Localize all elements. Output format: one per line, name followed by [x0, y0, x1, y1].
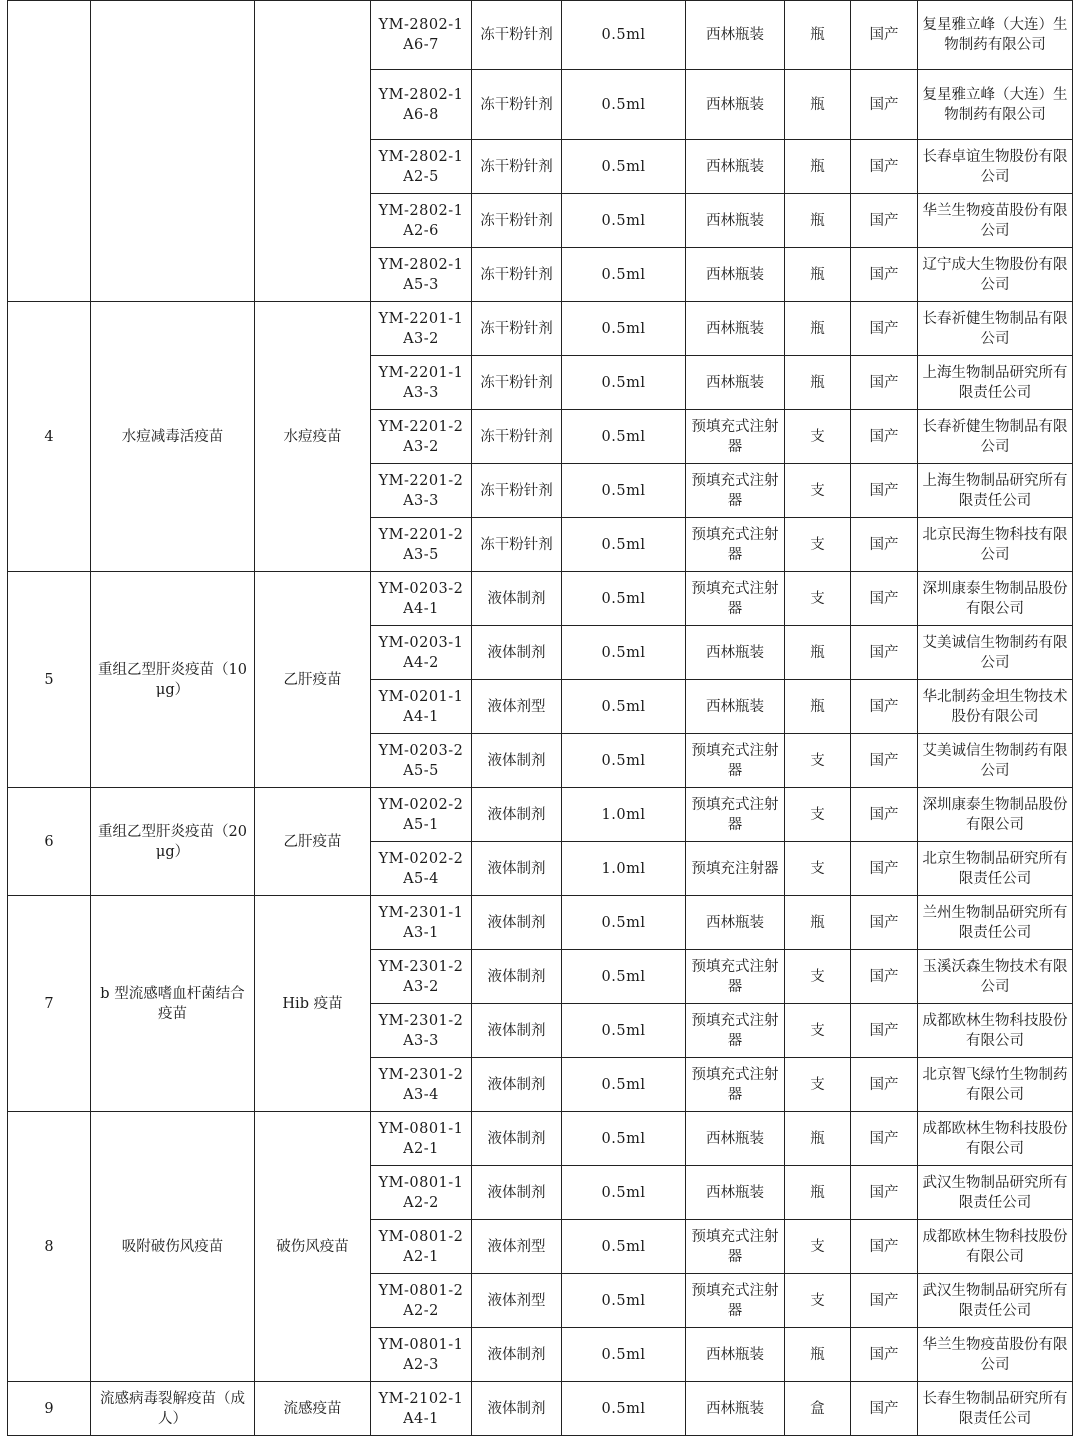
specification-cell: 0.5ml: [562, 1220, 686, 1274]
origin-cell: 国产: [851, 1220, 918, 1274]
manufacturer-cell: 长春卓谊生物股份有限公司: [918, 140, 1073, 194]
unit-cell: 瓶: [785, 1112, 851, 1166]
specification-cell: 0.5ml: [562, 734, 686, 788]
product-code-cell: YM-0801-2A2-2: [371, 1274, 472, 1328]
manufacturer-cell: 艾美诚信生物制药有限公司: [918, 734, 1073, 788]
packaging-cell: 西林瓶装: [686, 680, 785, 734]
origin-cell: 国产: [851, 464, 918, 518]
packaging-cell: 西林瓶装: [686, 140, 785, 194]
packaging-cell: 西林瓶装: [686, 626, 785, 680]
unit-cell: 瓶: [785, 356, 851, 410]
product-code-cell: YM-2301-2A3-3: [371, 1004, 472, 1058]
product-code-cell: YM-0201-1A4-1: [371, 680, 472, 734]
dosage-form-cell: 冻干粉针剂: [472, 70, 562, 140]
origin-cell: 国产: [851, 356, 918, 410]
origin-cell: 国产: [851, 788, 918, 842]
manufacturer-cell: 华兰生物疫苗股份有限公司: [918, 1328, 1073, 1382]
unit-cell: 瓶: [785, 680, 851, 734]
table-row: [8, 1112, 1073, 1166]
origin-cell: 国产: [851, 410, 918, 464]
product-code-cell: YM-0203-2A4-1: [371, 572, 472, 626]
packaging-cell: 预填充式注射器: [686, 1274, 785, 1328]
specification-cell: 0.5ml: [562, 248, 686, 302]
manufacturer-cell: 武汉生物制品研究所有限责任公司: [918, 1274, 1073, 1328]
unit-cell: 支: [785, 572, 851, 626]
unit-cell: 支: [785, 518, 851, 572]
manufacturer-cell: 复星雅立峰（大连）生物制药有限公司: [918, 70, 1073, 140]
dosage-form-cell: 冻干粉针剂: [472, 194, 562, 248]
specification-cell: 0.5ml: [562, 680, 686, 734]
dosage-form-cell: 冻干粉针剂: [472, 464, 562, 518]
vaccine-name-cell: b 型流感嗜血杆菌结合疫苗: [91, 896, 255, 1112]
product-code-cell: YM-2201-2A3-5: [371, 518, 472, 572]
specification-cell: 0.5ml: [562, 1382, 686, 1436]
manufacturer-cell: 辽宁成大生物股份有限公司: [918, 248, 1073, 302]
specification-cell: 0.5ml: [562, 70, 686, 140]
specification-cell: 0.5ml: [562, 194, 686, 248]
vaccine-name-cell: 吸附破伤风疫苗: [91, 1112, 255, 1382]
unit-cell: 支: [785, 1058, 851, 1112]
origin-cell: 国产: [851, 572, 918, 626]
packaging-cell: 西林瓶装: [686, 1, 785, 70]
table-row: [8, 896, 1073, 950]
unit-cell: 盒: [785, 1382, 851, 1436]
product-code-cell: YM-0203-2A5-5: [371, 734, 472, 788]
specification-cell: 0.5ml: [562, 464, 686, 518]
packaging-cell: 预填充式注射器: [686, 950, 785, 1004]
packaging-cell: 西林瓶装: [686, 896, 785, 950]
packaging-cell: 西林瓶装: [686, 302, 785, 356]
product-code-cell: YM-2301-1A3-1: [371, 896, 472, 950]
vaccine-category-cell: 乙肝疫苗: [255, 572, 371, 788]
origin-cell: 国产: [851, 518, 918, 572]
vaccine-name-cell: 流感病毒裂解疫苗（成人）: [91, 1382, 255, 1436]
product-code-cell: YM-0801-2A2-1: [371, 1220, 472, 1274]
vaccine-category-cell: 水痘疫苗: [255, 302, 371, 572]
unit-cell: 支: [785, 734, 851, 788]
specification-cell: 1.0ml: [562, 788, 686, 842]
manufacturer-cell: 兰州生物制品研究所有限责任公司: [918, 896, 1073, 950]
specification-cell: 0.5ml: [562, 1112, 686, 1166]
origin-cell: 国产: [851, 1, 918, 70]
product-code-cell: YM-2802-1A6-7: [371, 1, 472, 70]
unit-cell: 支: [785, 1004, 851, 1058]
origin-cell: 国产: [851, 1058, 918, 1112]
table-row: [8, 1, 1073, 70]
dosage-form-cell: 液体制剂: [472, 842, 562, 896]
manufacturer-cell: 华北制药金坦生物技术股份有限公司: [918, 680, 1073, 734]
unit-cell: 瓶: [785, 626, 851, 680]
origin-cell: 国产: [851, 302, 918, 356]
manufacturer-cell: 成都欧林生物科技股份有限公司: [918, 1112, 1073, 1166]
unit-cell: 瓶: [785, 1, 851, 70]
packaging-cell: 预填充式注射器: [686, 410, 785, 464]
packaging-cell: 西林瓶装: [686, 1382, 785, 1436]
specification-cell: 0.5ml: [562, 572, 686, 626]
unit-cell: 瓶: [785, 194, 851, 248]
packaging-cell: 预填充式注射器: [686, 734, 785, 788]
dosage-form-cell: 液体制剂: [472, 572, 562, 626]
origin-cell: 国产: [851, 1004, 918, 1058]
manufacturer-cell: 北京民海生物科技有限公司: [918, 518, 1073, 572]
dosage-form-cell: 冻干粉针剂: [472, 302, 562, 356]
origin-cell: 国产: [851, 734, 918, 788]
specification-cell: 0.5ml: [562, 950, 686, 1004]
packaging-cell: 预填充式注射器: [686, 1058, 785, 1112]
product-code-cell: YM-2201-1A3-3: [371, 356, 472, 410]
dosage-form-cell: 液体制剂: [472, 626, 562, 680]
dosage-form-cell: 液体制剂: [472, 896, 562, 950]
manufacturer-cell: 艾美诚信生物制药有限公司: [918, 626, 1073, 680]
manufacturer-cell: 上海生物制品研究所有限责任公司: [918, 464, 1073, 518]
packaging-cell: 预填充注射器: [686, 842, 785, 896]
dosage-form-cell: 冻干粉针剂: [472, 1, 562, 70]
dosage-form-cell: 冻干粉针剂: [472, 410, 562, 464]
unit-cell: 支: [785, 1220, 851, 1274]
vaccine-category-cell: Hib 疫苗: [255, 896, 371, 1112]
product-code-cell: YM-0801-1A2-2: [371, 1166, 472, 1220]
manufacturer-cell: 长春祈健生物制品有限公司: [918, 410, 1073, 464]
dosage-form-cell: 液体制剂: [472, 1004, 562, 1058]
table-row: [8, 302, 1073, 356]
specification-cell: 0.5ml: [562, 140, 686, 194]
origin-cell: 国产: [851, 1382, 918, 1436]
sequence-number-cell: [8, 1, 91, 302]
table-row: [8, 788, 1073, 842]
specification-cell: 0.5ml: [562, 1274, 686, 1328]
packaging-cell: 西林瓶装: [686, 1328, 785, 1382]
table-row: [8, 572, 1073, 626]
unit-cell: 支: [785, 464, 851, 518]
unit-cell: 支: [785, 788, 851, 842]
origin-cell: 国产: [851, 140, 918, 194]
specification-cell: 0.5ml: [562, 1328, 686, 1382]
packaging-cell: 预填充式注射器: [686, 1220, 785, 1274]
product-code-cell: YM-2802-1A2-6: [371, 194, 472, 248]
product-code-cell: YM-0203-1A4-2: [371, 626, 472, 680]
vaccine-name-cell: 重组乙型肝炎疫苗（10μg）: [91, 572, 255, 788]
dosage-form-cell: 液体剂型: [472, 1274, 562, 1328]
dosage-form-cell: 液体制剂: [472, 734, 562, 788]
vaccine-category-cell: 乙肝疫苗: [255, 788, 371, 896]
product-code-cell: YM-0202-2A5-1: [371, 788, 472, 842]
specification-cell: 0.5ml: [562, 410, 686, 464]
product-code-cell: YM-0801-1A2-3: [371, 1328, 472, 1382]
unit-cell: 瓶: [785, 248, 851, 302]
product-code-cell: YM-2301-2A3-4: [371, 1058, 472, 1112]
origin-cell: 国产: [851, 680, 918, 734]
manufacturer-cell: 上海生物制品研究所有限责任公司: [918, 356, 1073, 410]
vaccine-name-cell: [91, 1, 255, 302]
specification-cell: 0.5ml: [562, 626, 686, 680]
packaging-cell: 西林瓶装: [686, 356, 785, 410]
specification-cell: 0.5ml: [562, 1004, 686, 1058]
unit-cell: 瓶: [785, 896, 851, 950]
dosage-form-cell: 液体制剂: [472, 1328, 562, 1382]
dosage-form-cell: 液体制剂: [472, 950, 562, 1004]
origin-cell: 国产: [851, 626, 918, 680]
manufacturer-cell: 北京生物制品研究所有限责任公司: [918, 842, 1073, 896]
specification-cell: 0.5ml: [562, 1166, 686, 1220]
vaccine-category-cell: 流感疫苗: [255, 1382, 371, 1436]
dosage-form-cell: 液体制剂: [472, 1166, 562, 1220]
dosage-form-cell: 冻干粉针剂: [472, 518, 562, 572]
vaccine-name-cell: 水痘减毒活疫苗: [91, 302, 255, 572]
product-code-cell: YM-2802-1A5-3: [371, 248, 472, 302]
packaging-cell: 西林瓶装: [686, 70, 785, 140]
unit-cell: 支: [785, 1274, 851, 1328]
origin-cell: 国产: [851, 842, 918, 896]
manufacturer-cell: 深圳康泰生物制品股份有限公司: [918, 572, 1073, 626]
product-code-cell: YM-2802-1A6-8: [371, 70, 472, 140]
packaging-cell: 西林瓶装: [686, 248, 785, 302]
unit-cell: 瓶: [785, 302, 851, 356]
unit-cell: 瓶: [785, 140, 851, 194]
dosage-form-cell: 液体制剂: [472, 788, 562, 842]
origin-cell: 国产: [851, 950, 918, 1004]
sequence-number-cell: 9: [8, 1382, 91, 1436]
unit-cell: 瓶: [785, 1166, 851, 1220]
origin-cell: 国产: [851, 1274, 918, 1328]
vaccine-name-cell: 重组乙型肝炎疫苗（20μg）: [91, 788, 255, 896]
dosage-form-cell: 冻干粉针剂: [472, 140, 562, 194]
unit-cell: 瓶: [785, 70, 851, 140]
product-code-cell: YM-2201-2A3-3: [371, 464, 472, 518]
product-code-cell: YM-0202-2A5-4: [371, 842, 472, 896]
table-body: [8, 1, 1073, 1436]
manufacturer-cell: 玉溪沃森生物技术有限公司: [918, 950, 1073, 1004]
vaccine-category-cell: 破伤风疫苗: [255, 1112, 371, 1382]
manufacturer-cell: 成都欧林生物科技股份有限公司: [918, 1004, 1073, 1058]
manufacturer-cell: 成都欧林生物科技股份有限公司: [918, 1220, 1073, 1274]
packaging-cell: 预填充式注射器: [686, 464, 785, 518]
manufacturer-cell: 武汉生物制品研究所有限责任公司: [918, 1166, 1073, 1220]
unit-cell: 支: [785, 950, 851, 1004]
packaging-cell: 西林瓶装: [686, 1166, 785, 1220]
manufacturer-cell: 长春祈健生物制品有限公司: [918, 302, 1073, 356]
manufacturer-cell: 华兰生物疫苗股份有限公司: [918, 194, 1073, 248]
packaging-cell: 西林瓶装: [686, 194, 785, 248]
specification-cell: 0.5ml: [562, 356, 686, 410]
vaccine-category-cell: [255, 1, 371, 302]
unit-cell: 支: [785, 842, 851, 896]
specification-cell: 0.5ml: [562, 302, 686, 356]
origin-cell: 国产: [851, 1112, 918, 1166]
dosage-form-cell: 液体剂型: [472, 680, 562, 734]
sequence-number-cell: 7: [8, 896, 91, 1112]
specification-cell: 0.5ml: [562, 896, 686, 950]
sequence-number-cell: 8: [8, 1112, 91, 1382]
dosage-form-cell: 液体剂型: [472, 1220, 562, 1274]
packaging-cell: 预填充式注射器: [686, 572, 785, 626]
unit-cell: 支: [785, 410, 851, 464]
origin-cell: 国产: [851, 248, 918, 302]
packaging-cell: 预填充式注射器: [686, 518, 785, 572]
table-row: [8, 1382, 1073, 1436]
product-code-cell: YM-2301-2A3-2: [371, 950, 472, 1004]
dosage-form-cell: 液体制剂: [472, 1112, 562, 1166]
dosage-form-cell: 冻干粉针剂: [472, 248, 562, 302]
origin-cell: 国产: [851, 1166, 918, 1220]
vaccine-catalog-table: [7, 0, 1073, 1436]
specification-cell: 0.5ml: [562, 1058, 686, 1112]
packaging-cell: 预填充式注射器: [686, 1004, 785, 1058]
manufacturer-cell: 深圳康泰生物制品股份有限公司: [918, 788, 1073, 842]
unit-cell: 瓶: [785, 1328, 851, 1382]
sequence-number-cell: 5: [8, 572, 91, 788]
origin-cell: 国产: [851, 896, 918, 950]
specification-cell: 1.0ml: [562, 842, 686, 896]
manufacturer-cell: 长春生物制品研究所有限责任公司: [918, 1382, 1073, 1436]
origin-cell: 国产: [851, 70, 918, 140]
dosage-form-cell: 冻干粉针剂: [472, 356, 562, 410]
manufacturer-cell: 复星雅立峰（大连）生物制药有限公司: [918, 1, 1073, 70]
product-code-cell: YM-2201-2A3-2: [371, 410, 472, 464]
dosage-form-cell: 液体制剂: [472, 1382, 562, 1436]
specification-cell: 0.5ml: [562, 518, 686, 572]
specification-cell: 0.5ml: [562, 1, 686, 70]
sequence-number-cell: 4: [8, 302, 91, 572]
product-code-cell: YM-0801-1A2-1: [371, 1112, 472, 1166]
product-code-cell: YM-2201-1A3-2: [371, 302, 472, 356]
packaging-cell: 西林瓶装: [686, 1112, 785, 1166]
sequence-number-cell: 6: [8, 788, 91, 896]
origin-cell: 国产: [851, 1328, 918, 1382]
dosage-form-cell: 液体制剂: [472, 1058, 562, 1112]
product-code-cell: YM-2802-1A2-5: [371, 140, 472, 194]
manufacturer-cell: 北京智飞绿竹生物制药有限公司: [918, 1058, 1073, 1112]
packaging-cell: 预填充式注射器: [686, 788, 785, 842]
origin-cell: 国产: [851, 194, 918, 248]
product-code-cell: YM-2102-1A4-1: [371, 1382, 472, 1436]
